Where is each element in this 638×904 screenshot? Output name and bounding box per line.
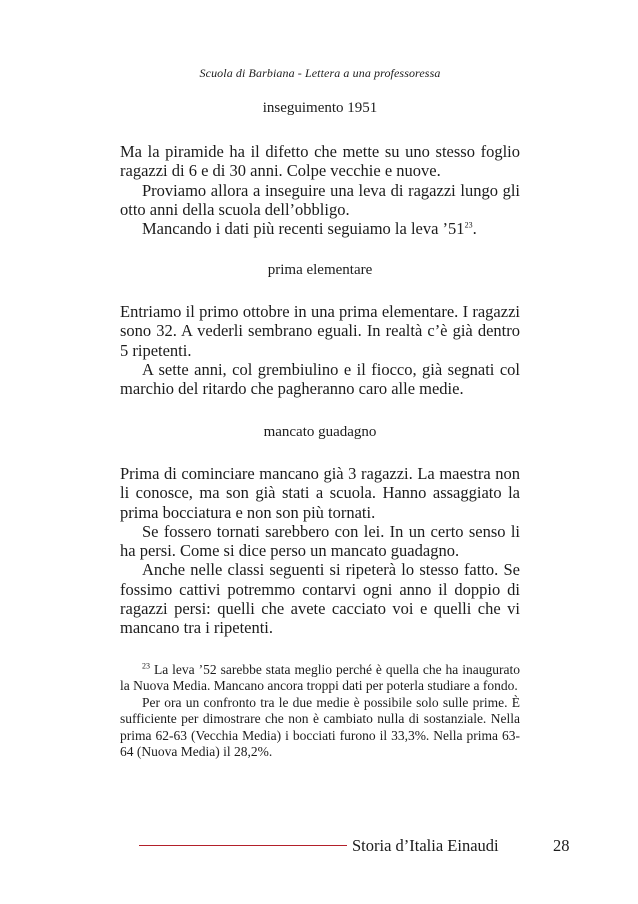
paragraph: Proviamo allora a inseguire una leva di ragazzi lungo gli otto anni della scuola dell’obbligo. [120, 180, 520, 219]
footnote-text: La leva ’52 sarebbe stata meglio perché è quella che ha inaugurato la Nuova Media. Mancano ancora troppi dati per poterla studiare a fondo. [120, 662, 520, 694]
footnote-number: 23 [142, 661, 150, 671]
paragraph-tail: . [472, 219, 477, 239]
section-heading-inseguimento: inseguimento 1951 [262, 100, 378, 116]
section-body-mancato-guadagno [120, 464, 520, 638]
paragraph-text: Mancando i dati più recenti seguiamo la leva ’51 [142, 219, 465, 239]
footer-publisher: Storia d’Italia Einaudi [352, 836, 499, 855]
footer-rule [139, 845, 347, 846]
section-heading-prima-elementare: prima elementare [267, 262, 373, 278]
paragraph: Ma la piramide ha il difetto che mette su uno stesso foglio ragazzi di 6 e di 30 anni. Colpe vecchie e nuove. [120, 142, 520, 181]
footnote-reference: 23 [464, 220, 473, 230]
section-body-prima-elementare [120, 302, 520, 398]
section-body-inseguimento [120, 142, 520, 238]
paragraph: Anche nelle classi seguenti si ripeterà lo stesso fatto. Se fossimo cattivi potremmo contarvi ogni anno il doppio di ragazzi persi: quelli che avete cacciato voi e quelli che vi mancano tra i ripetenti. [120, 560, 520, 638]
running-head: Scuola di Barbiana - Lettera a una professoressa [199, 66, 441, 80]
paragraph: A sette anni, col grembiulino e il fiocco, già segnati col marchio del ritardo che pagheranno caro alle medie. [120, 359, 520, 399]
paragraph: Se fossero tornati sarebbero con lei. In un certo senso li ha persi. Come si dice perso un mancato guadagno. [120, 521, 520, 561]
paragraph: Prima di cominciare mancano già 3 ragazzi. La maestra non li conosce, ma son già stati a scuola. Hanno assaggiato la prima bocciatura e non son più tornati. [120, 464, 520, 522]
section-heading-mancato-guadagno: mancato guadagno [263, 424, 377, 440]
footnote-continuation: Per ora un confronto tra le due medie è possibile solo sulle prime. È sufficiente per dimostrare che non è cambiato nulla di sostanziale. Nella prima 62-63 (Vecchia Media) i bocciati furono il 33,3%. Nella prima 63-64 (Nuova Media) il 28,2%. [120, 694, 520, 760]
paragraph-with-footnote-ref [120, 219, 520, 238]
paragraph: Entriamo il primo ottobre in una prima elementare. I ragazzi sono 32. A vederli sembrano eguali. In realtà c’è già dentro 5 ripetenti. [120, 302, 520, 360]
page-number: 28 [553, 836, 570, 855]
footnote-23 [120, 662, 520, 695]
footnotes [120, 662, 520, 760]
